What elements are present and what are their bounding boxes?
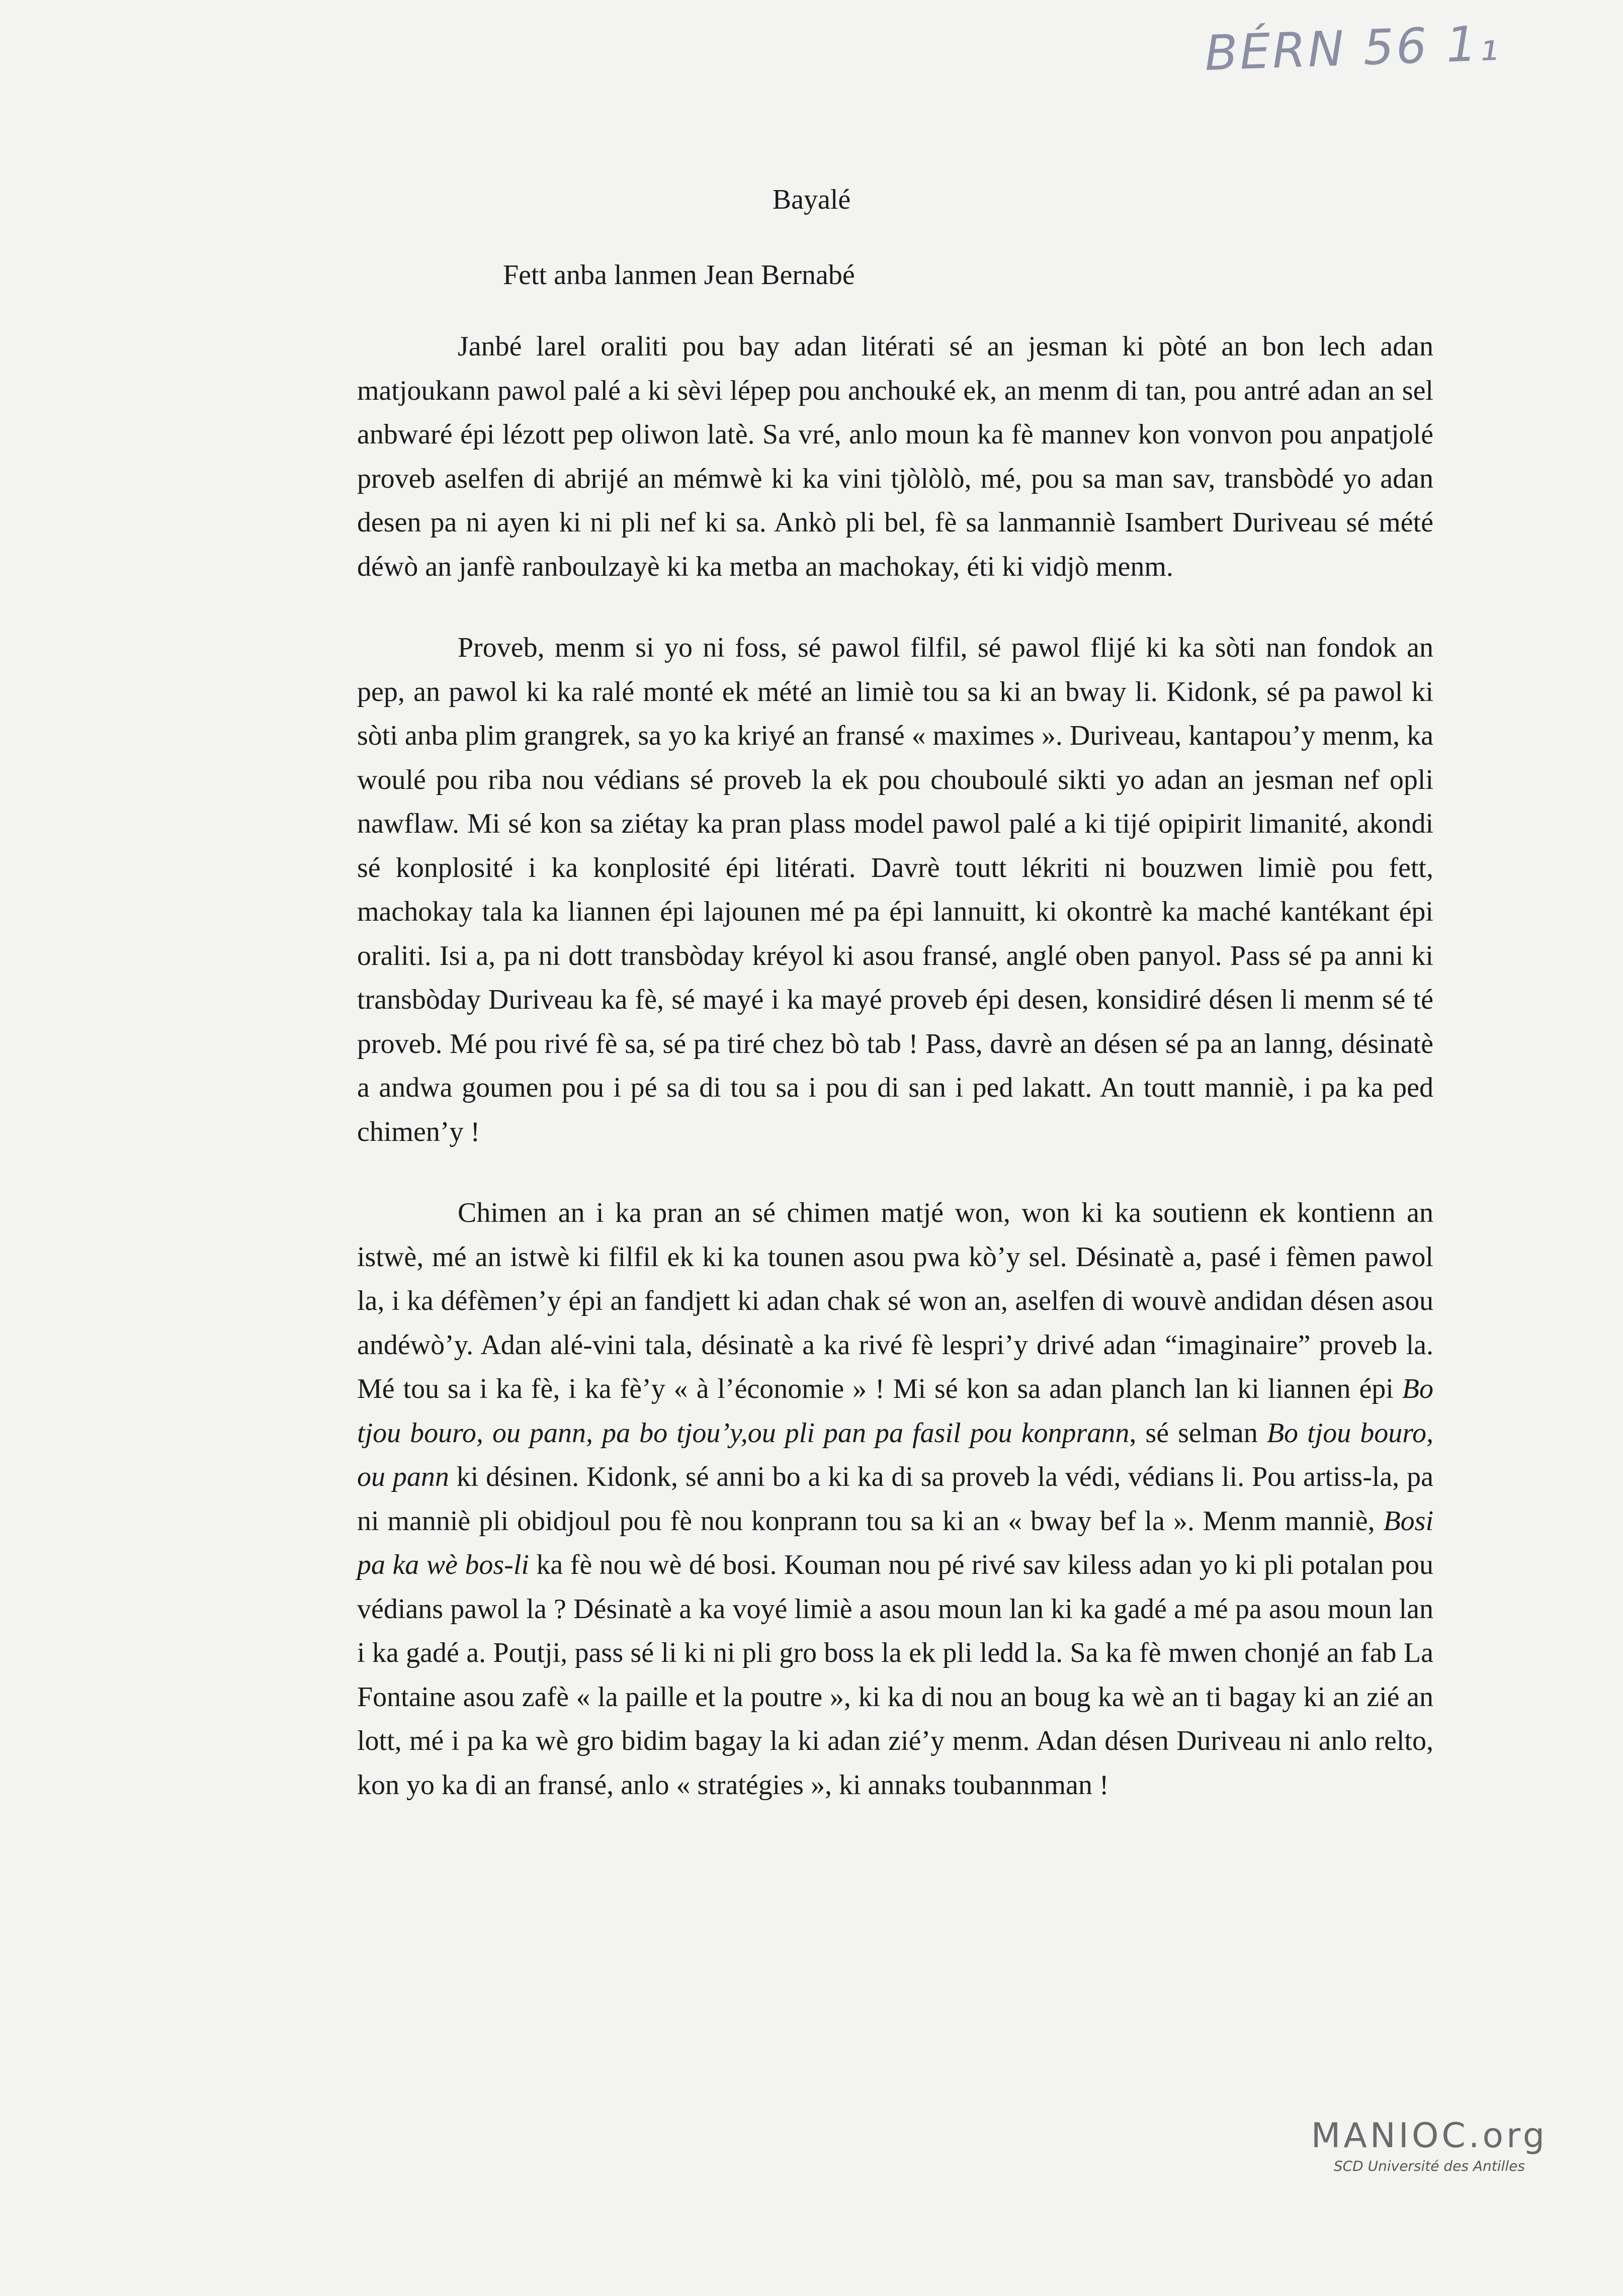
manioc-logo: [1311, 2116, 1548, 2174]
proverb-title: Bo tjou bouro, ou pann: [357, 1417, 1433, 1492]
body-text: [357, 325, 1433, 1844]
page-subtitle: Fett anba lanmen Jean Bernabé: [503, 259, 855, 291]
paragraph-text: Janbé larel oraliti pou bay adan litérati sé an jesman ki pòté an bon lech adan matjoukann pawol palé a ki sèvi lépep pou anchouké ek, an menm di tan, pou antré adan an sel anbwaré épi lézott pep oliwon latè. Sa vré, anlo moun ka fè mannev kon vonvon pou anpatjolé proveb aselfen di abrijé an mémwè ki ka vini tjòlòlò, mé, pou sa man sav, transbòdé yo adan desen pa ni ayen ki ni pli nef ki sa. Ankò pli bel, fè sa lanmanniè Isambert Duriveau sé mété déwò an janfè ranboulzayè ki ka metba an machokay, éti ki vidjò menm.: [357, 331, 1433, 582]
paragraph-text: ka fè nou wè dé bosi. Kouman nou pé rivé sav kiless adan yo ki pli potalan pou védians pawol la ? Désinatè a ka voyé limiè a asou moun lan ki ka gadé a mé pa asou moun lan i ka gadé a. Poutji, pass sé li ki ni pli gro boss la ek pli ledd la. Sa ka fè mwen chonjé an fab La Fontaine asou zafè « la paille et la poutre », ki ka di nou an boug ka wè an ti bagay ki an zié an lott, mé i pa ka wè gro bidim bagay la ki adan zié’y menm. Adan désen Duriveau ni anlo relto, kon yo ka di an fransé, anlo « stratégies », ki annaks toubannman !: [357, 1549, 1433, 1801]
paragraph-text: ki désinen. Kidonk, sé anni bo a ki ka di sa proveb la védi, védians li. Pou artiss-la, pa ni manniè pli obidjoul pou fè nou konprann tou sa ki an « bway bef la ». Menm manniè,: [357, 1461, 1433, 1537]
paragraph-text: Chimen an i ka pran an sé chimen matjé won, won ki ka soutienn ek kontienn an istwè, mé an istwè ki filfil ek ki ka tounen asou pwa kò’y sel. Désinatè a, pasé i fèmen pawol la, i ka défèmen’y épi an fandjett ki adan chak sé won an, aselfen di wouvè andidan désen asou andéwò’y. Adan alé-vini tala, désinatè a ka rivé fè lespri’y drivé adan “imaginaire” proveb la. Mé tou sa i ka fè, i ka fè’y « à l’économie » ! Mi sé kon sa adan planch lan ki liannen épi: [357, 1197, 1433, 1404]
archive-reference-handwritten: BÉRN 56 1₁: [1204, 15, 1501, 82]
paragraph-text: Proveb, menm si yo ni foss, sé pawol filfil, sé pawol flijé ki ka sòti nan fondok an pep, an pawol ki ka ralé monté ek mété an limiè tou sa ki an bway li. Kidonk, sé pa pawol ki sòti anba plim grangrek, sa yo ka kriyé an fransé « maximes ». Duriveau, kantapou’y menm, ka woulé pou riba nou védians sé proveb la ek pou chouboulé sikti yo adan an jesman nef opli nawflaw. Mi sé kon sa ziétay ka pran plass model pawol palé a ki tijé opipirit limanité, akondi sé konplosité i ka konplosité épi litérati. Davrè toutt lékriti ni bouzwen limiè pou fett, machokay tala ka liannen épi lajounen mé pa épi lannuitt, ki okontrè ka maché kantékant épi oraliti. Isi a, pa ni dott transbòday kréyol ki asou fransé, anglé oben panyol. Pass sé pa anni ki transbòday Duriveau ka fè, sé mayé i ka mayé proveb épi desen, konsidiré désen li menm sé té proveb. Mé pou rivé fè sa, sé pa tiré chez bò tab ! Pass, davrè an désen sé pa an lanng, désinatè a andwa goumen pou i pé sa di tou sa i pou di san i ped lakatt. An toutt manniè, i pa ka ped chimen’y !: [357, 632, 1433, 1147]
proverb-title: Bosi pa ka wè bos-li: [357, 1505, 1433, 1580]
proverb-title: Bo tjou bouro, ou pann, pa bo tjou’y,ou pli pan pa fasil pou konprann: [357, 1373, 1433, 1449]
page-title: Bayalé: [772, 184, 851, 215]
logo-subtitle: SCD Université des Antilles: [1333, 2158, 1525, 2174]
paragraph: [357, 626, 1433, 1154]
paragraph-text: , sé selman: [1129, 1417, 1267, 1449]
logo-text: MANIOC.org: [1311, 2116, 1548, 2156]
paragraph: [357, 1191, 1433, 1807]
paragraph: [357, 325, 1433, 589]
